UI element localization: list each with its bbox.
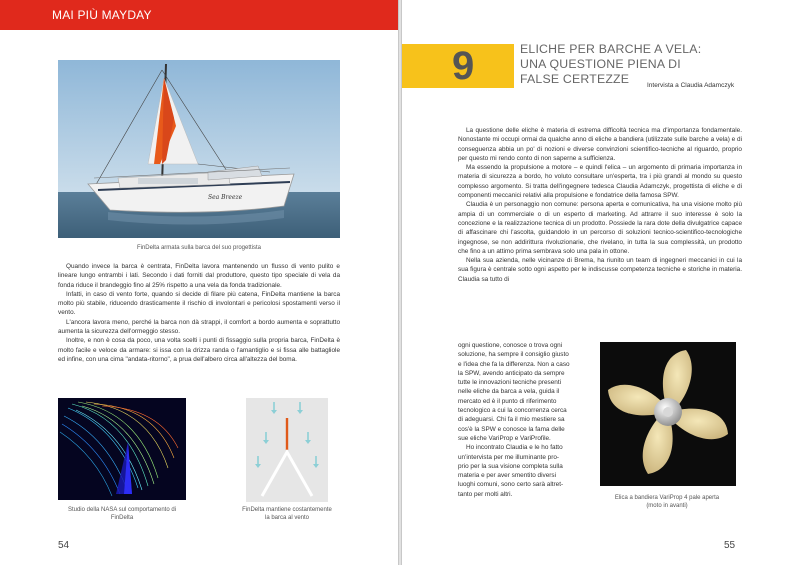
propeller-caption-line-2: (moto in avanti) <box>646 503 688 509</box>
main-photo-caption: FinDelta armata sulla barca del suo progettista <box>136 245 262 251</box>
left-page <box>0 0 398 565</box>
right-page <box>402 0 800 565</box>
right-body-text-full <box>458 126 742 284</box>
nasa-caption: Studio della NASA sul comportamento di FinDelta <box>67 507 177 521</box>
chapter-title-line-3: FALSE CERTEZZE <box>520 72 630 86</box>
propeller-caption-line-1: Elica a bandiera VariProp 4 pale aperta <box>614 495 720 501</box>
chapter-title-line-2: UNA QUESTIONE PIENA DI <box>520 57 681 71</box>
narrow-line-3: e l'idea che fa la differenza. Non a caso <box>458 360 570 368</box>
right-paragraph-3: Claudia è un personaggio non comune: persona aperta e comunicativa, ha una visione molto più ampia di un commerciale o di un esperto di marketing. Ad attrarre il suo interesse è solo la concezione e la realizzazione tecnica di un prodotto. Possiede la rara dote della divulgatrice capace di affascinare chi l'ascolta, guidandolo in un percorso di soluzioni tecnico-scientifico-tecnologiche ingegnose, se non addirittura rivoluzionarie, che rivelano, in tutta la sua complessità, un prodotto che fino a un attimo prima sembrava solo una pala in ottone. <box>458 201 742 255</box>
narrow-line-8: tecnologico a cui la concorrenza cerca <box>458 407 567 415</box>
propeller-caption <box>592 494 742 510</box>
last-line-2: un'intervista per me illuminante pro- <box>458 453 560 461</box>
section-header-bar <box>0 0 398 30</box>
last-line-5: luoghi comuni, sono certo sarà altret- <box>458 481 564 489</box>
narrow-line-9: di adeguarsi. Chi fa il mio mestiere sa <box>458 416 565 424</box>
diagram-caption: FinDelta mantiene costantemente la barca al vento <box>242 507 332 521</box>
left-paragraph-3: L'ancora lavora meno, perché la barca non dà strappi, il comfort a bordo aumenta e soprattutto aumenta la sicurezza dell'ormeggio stesso. <box>58 318 340 336</box>
nasa-flow-visualization <box>58 398 186 500</box>
last-line-3: prio per la sua visione completa sulla <box>458 462 563 470</box>
right-body-text-narrow <box>458 341 592 499</box>
left-paragraph-1: Quando invece la barca è centrata, FinDelta lavora mantenendo un flusso di vento pulito e lineare lungo entrambi i lati. Secondo i dati forniti dal produttore, questo tipo speciale di vela da fonda riduce il brandeggio fino al 25% rispetto a una vela da fonda tradizionale. <box>58 263 340 289</box>
right-page-number: 55 <box>724 540 736 551</box>
boat-name: Sea Breeze <box>208 194 243 201</box>
narrow-line-7: mercato ed è il punto di riferimento <box>458 397 557 405</box>
left-page-number: 54 <box>58 540 70 551</box>
right-paragraph-4: Nella sua azienda, nelle vicinanze di Brema, ha riunito un team di ingegneri meccanici in cui la sua figura è centrale sotto ogni aspetto per le indiscusse competenza tecniche e storiche in materia. Claudia sa tutto di <box>458 257 742 283</box>
propeller-photo <box>600 342 736 486</box>
sailboat-photo <box>58 60 340 238</box>
chapter-number: 9 <box>452 44 475 88</box>
chapter-title <box>520 42 701 87</box>
interview-credit: Intervista a Claudia Adamczyk <box>647 82 735 89</box>
chapter-title-line-1: ELICHE PER BARCHE A VELA: <box>520 42 702 56</box>
narrow-line-11: sue eliche VariProp e VariProfile. <box>458 434 551 442</box>
chapter-number-box <box>402 44 514 88</box>
wind-diagram <box>246 398 328 502</box>
narrow-line-1: ogni questione, conosce o trova ogni <box>458 342 563 349</box>
left-paragraph-2: Infatti, in caso di vento forte, quando si decide di filare più catena, FinDelta mantiene la barca molto più stabile, riducendo drasticamente il rischio di involontari e pericolosi spostamenti verso il vento. <box>58 290 340 317</box>
last-line-6: tanto per molti altri. <box>458 490 513 498</box>
last-line-4: materia e per aver smentito diversi <box>458 472 557 480</box>
narrow-line-6: nelle eliche da barca a vela, guida il <box>458 388 560 396</box>
last-line-1: Ho incontrato Claudia e le ho fatto <box>466 444 563 452</box>
sailboat-illustration <box>58 60 340 238</box>
right-paragraph-2: Ma essendo la propulsione a motore – e quindi l'elica – un argomento di primaria importanza in materia di sicurezza a bordo, ho voluto consultare un'esperta, tra i più grandi al mondo su questo complesso argomento. Si tratta dell'ingegnere tedesca Claudia Adamczyk, progettista di eliche e di componenti meccanici relativi alla propulsione e fondatrice della famosa SPW. <box>458 164 742 200</box>
wind-direction-diagram <box>246 398 328 502</box>
propeller-illustration <box>600 342 736 486</box>
right-paragraph-1: La questione delle eliche è materia di estrema difficoltà tecnica ma d'importanza fondamentale. Nonostante mi occupi ormai da qualche anno di eliche a bandiera (utilizzate sulle barche a vela) e di conseguenza abbia un po' di nozioni e diverse convinzioni scientifico-tecniche al riguardo, proprio per questo mi rendo conto di non saperne a sufficienza. <box>458 127 742 162</box>
narrow-line-10: cos'è la SPW e conosce la fama delle <box>458 425 565 433</box>
nasa-study-image <box>58 398 186 500</box>
narrow-line-4: la SPW, avendo anticipato da sempre <box>458 369 565 377</box>
section-title: MAI PIÙ MAYDAY <box>52 8 152 22</box>
left-body-text <box>58 262 340 364</box>
left-paragraph-4: Inoltre, e non è cosa da poco, una volta scelti i punti di fissaggio sulla propria barca, FinDelta è molto facile e veloce da armare: si issa con la drizza randa o l'amantiglio e si fissa alle battagliole ed infine, con una cima "andata-ritorno", a prua dell'albero circa all'altezza del boma. <box>58 337 340 363</box>
narrow-line-5: tutte le innovazioni tecniche presenti <box>458 379 562 387</box>
narrow-line-2: soluzione, ha sempre il consiglio giusto <box>458 351 569 359</box>
